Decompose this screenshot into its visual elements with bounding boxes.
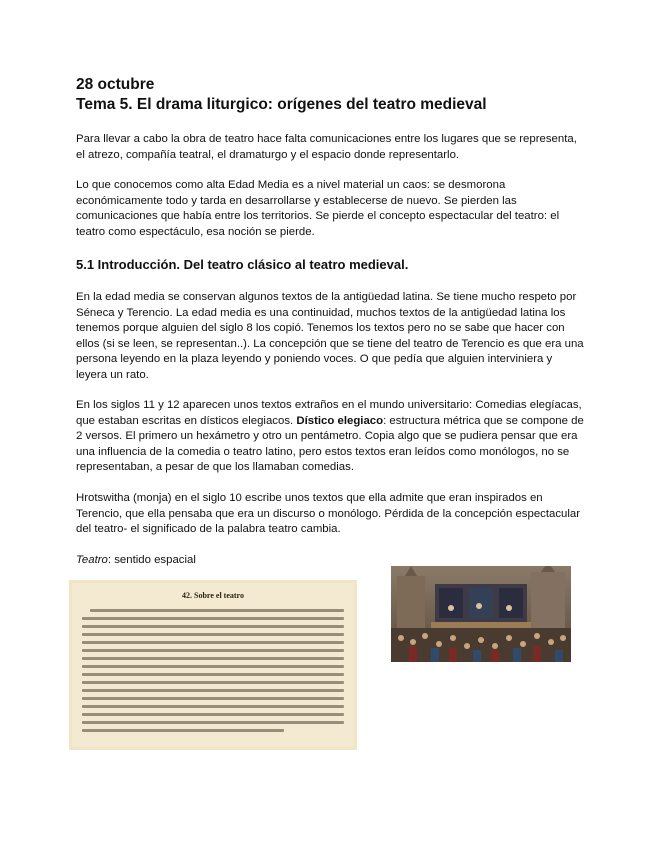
scan-text-line [82,657,344,660]
paragraph-intro-1: Para llevar a cabo la obra de teatro hace falta comunicaciones entre los lugares que se representa, el atrezo, compañía teatral, el dramaturgo y el espacio donde representarlo. [76,133,577,161]
scan-text-line [82,665,344,668]
paragraph-hrotswitha: Hrotswitha (monja) en el siglo 10 escribe unos textos que ella admite que eran inspirados en Terencio, que ella pensaba que era un discurso o monólogo. Pérdida de la concepción espectacular del teatro- el significado de la palabra teatro cambia. [76,492,581,535]
scan-text-line [82,649,344,652]
term-distico-elegiaco: Dístico elegiaco [296,414,384,427]
scan-text-line [82,721,344,724]
paragraph-latin-texts: En la edad media se conservan algunos textos de la antigüedad latina. Se tiene mucho respeto por Séneca y Terencio. La edad media es una continuidad, muchos textos de la antigüedad latina los tenemos porque alguien del siglo 8 los copió. Tenemos los textos pero no se sabe que hacer con ellos (si se leen, se representan..). La concepción que se tiene del teatro de Terencio es que era una persona leyendo en la plaza leyendo y poniendo voces. O que pedía que alguien interviniera y leyera un rato. [76,291,584,381]
book-page-scan-image [72,583,354,747]
medieval-stage-illustration [391,566,571,662]
paragraph-text: : estructura métrica que se compone de 2 versos. El primero un hexámetro y otro un pentámetro. Copia algo que se pudiera pensar que era una influencia de la comedia o teatro latino, pero estos textos eran leídos como monólogos, no se representaban, a pesar de que los llamaban comedias. [76,414,584,473]
paragraph-elegiac-comedies [76,398,584,476]
page-title: Tema 5. El drama liturgico: orígenes del teatro medieval [76,96,487,113]
scan-text-line [82,673,344,676]
paragraph-text: En los siglos 11 y 12 aparecen unos textos extraños en el mundo universitario: Comedias elegíacas, que estaban escritas en dísticos elegiacos. [76,399,582,427]
caption-term: Teatro [76,554,108,566]
illustration-svg [391,566,571,662]
scan-text-line [82,641,344,644]
scan-text-line [82,705,344,708]
section-heading: 5.1 Introducción. Del teatro clásico al teatro medieval. [76,257,409,272]
scan-text-line [82,625,344,628]
scan-text-line [82,697,344,700]
scan-text-line [82,729,284,732]
caption-text: : sentido espacial [107,554,196,566]
caption-teatro [76,554,196,566]
scan-text-line [82,681,344,684]
scan-text-line [90,609,344,612]
paragraph-intro-2: Lo que conocemos como alta Edad Media es a nivel material un caos: se desmorona económicamente todo y tarda en desarrollarse y establecerse de nuevo. Se pierden las comunicaciones que había entre los territorios. Se pierde el concepto espectacular del teatro: el teatro como espectáculo, esa noción se pierde. [76,179,560,238]
scan-heading: 42. Sobre el teatro [182,591,244,600]
scan-text-line [82,633,344,636]
date-heading: 28 octubre [76,76,155,93]
scan-text-line [82,689,344,692]
scan-text-line [82,617,344,620]
scan-text-line [82,713,344,716]
